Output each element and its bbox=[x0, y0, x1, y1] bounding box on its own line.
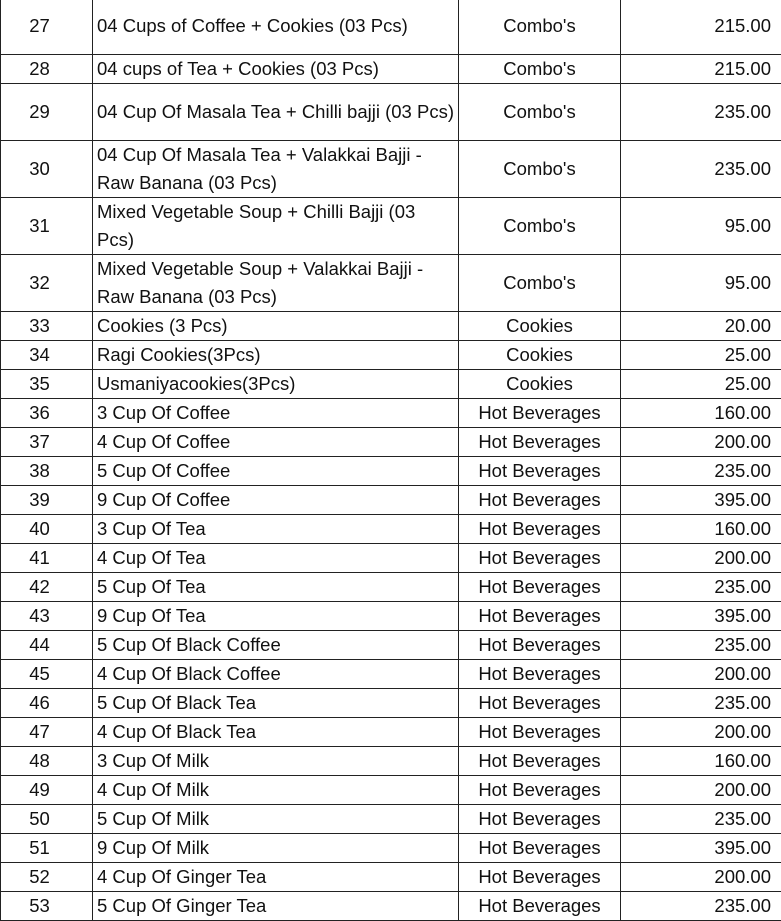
item-category: Combo's bbox=[459, 198, 621, 255]
item-name: 4 Cup Of Black Coffee bbox=[93, 660, 459, 689]
item-price: 235.00 bbox=[621, 141, 781, 198]
row-number: 30 bbox=[1, 141, 93, 198]
item-name: 5 Cup Of Black Coffee bbox=[93, 631, 459, 660]
table-row bbox=[1, 55, 781, 84]
item-price: 200.00 bbox=[621, 863, 781, 892]
table-row bbox=[1, 457, 781, 486]
item-category: Hot Beverages bbox=[459, 428, 621, 457]
item-category: Hot Beverages bbox=[459, 718, 621, 747]
table-row bbox=[1, 84, 781, 141]
item-name: Mixed Vegetable Soup + Chilli Bajji (03 Pcs) bbox=[93, 198, 459, 255]
item-category: Hot Beverages bbox=[459, 776, 621, 805]
table-row bbox=[1, 255, 781, 312]
item-price: 95.00 bbox=[621, 255, 781, 312]
table-row bbox=[1, 141, 781, 198]
item-name: 4 Cup Of Ginger Tea bbox=[93, 863, 459, 892]
item-price: 395.00 bbox=[621, 602, 781, 631]
table-row bbox=[1, 863, 781, 892]
row-number: 45 bbox=[1, 660, 93, 689]
table-row bbox=[1, 399, 781, 428]
row-number: 43 bbox=[1, 602, 93, 631]
row-number: 31 bbox=[1, 198, 93, 255]
table-row bbox=[1, 834, 781, 863]
table-row bbox=[1, 602, 781, 631]
item-category: Hot Beverages bbox=[459, 747, 621, 776]
item-price: 95.00 bbox=[621, 198, 781, 255]
item-name: Usmaniyacookies(3Pcs) bbox=[93, 370, 459, 399]
item-category: Hot Beverages bbox=[459, 515, 621, 544]
item-name: 04 Cups of Coffee + Cookies (03 Pcs) bbox=[93, 0, 459, 55]
item-name: 4 Cup Of Milk bbox=[93, 776, 459, 805]
item-category: Combo's bbox=[459, 0, 621, 55]
item-name: 9 Cup Of Milk bbox=[93, 834, 459, 863]
item-category: Hot Beverages bbox=[459, 544, 621, 573]
item-price: 20.00 bbox=[621, 312, 781, 341]
item-price: 160.00 bbox=[621, 515, 781, 544]
item-name: 5 Cup Of Milk bbox=[93, 805, 459, 834]
item-name: 4 Cup Of Black Tea bbox=[93, 718, 459, 747]
row-number: 32 bbox=[1, 255, 93, 312]
item-name: 5 Cup Of Black Tea bbox=[93, 689, 459, 718]
item-category: Hot Beverages bbox=[459, 863, 621, 892]
item-category: Hot Beverages bbox=[459, 660, 621, 689]
row-number: 39 bbox=[1, 486, 93, 515]
item-category: Hot Beverages bbox=[459, 602, 621, 631]
row-number: 48 bbox=[1, 747, 93, 776]
row-number: 35 bbox=[1, 370, 93, 399]
menu-table-body bbox=[1, 0, 781, 921]
item-name: 4 Cup Of Tea bbox=[93, 544, 459, 573]
item-category: Hot Beverages bbox=[459, 834, 621, 863]
item-category: Hot Beverages bbox=[459, 805, 621, 834]
item-name: 04 Cup Of Masala Tea + Chilli bajji (03 Pcs) bbox=[93, 84, 459, 141]
item-price: 200.00 bbox=[621, 776, 781, 805]
row-number: 53 bbox=[1, 892, 93, 921]
table-row bbox=[1, 660, 781, 689]
item-category: Combo's bbox=[459, 141, 621, 198]
table-row bbox=[1, 805, 781, 834]
item-price: 235.00 bbox=[621, 631, 781, 660]
table-row bbox=[1, 198, 781, 255]
item-category: Hot Beverages bbox=[459, 457, 621, 486]
row-number: 51 bbox=[1, 834, 93, 863]
item-name: 5 Cup Of Tea bbox=[93, 573, 459, 602]
table-row bbox=[1, 718, 781, 747]
row-number: 46 bbox=[1, 689, 93, 718]
item-name: Mixed Vegetable Soup + Valakkai Bajji - Raw Banana (03 Pcs) bbox=[93, 255, 459, 312]
item-name: 3 Cup Of Milk bbox=[93, 747, 459, 776]
row-number: 28 bbox=[1, 55, 93, 84]
table-row bbox=[1, 544, 781, 573]
item-category: Combo's bbox=[459, 55, 621, 84]
item-price: 200.00 bbox=[621, 544, 781, 573]
item-name: 5 Cup Of Ginger Tea bbox=[93, 892, 459, 921]
row-number: 36 bbox=[1, 399, 93, 428]
row-number: 34 bbox=[1, 341, 93, 370]
item-name: 4 Cup Of Coffee bbox=[93, 428, 459, 457]
row-number: 52 bbox=[1, 863, 93, 892]
item-price: 235.00 bbox=[621, 689, 781, 718]
table-row bbox=[1, 312, 781, 341]
item-price: 395.00 bbox=[621, 486, 781, 515]
item-name: Ragi Cookies(3Pcs) bbox=[93, 341, 459, 370]
item-price: 235.00 bbox=[621, 892, 781, 921]
item-category: Hot Beverages bbox=[459, 892, 621, 921]
row-number: 41 bbox=[1, 544, 93, 573]
table-row bbox=[1, 631, 781, 660]
item-category: Hot Beverages bbox=[459, 399, 621, 428]
item-name: 04 Cup Of Masala Tea + Valakkai Bajji - Raw Banana (03 Pcs) bbox=[93, 141, 459, 198]
item-name: 9 Cup Of Coffee bbox=[93, 486, 459, 515]
item-price: 160.00 bbox=[621, 399, 781, 428]
item-category: Cookies bbox=[459, 341, 621, 370]
item-category: Cookies bbox=[459, 370, 621, 399]
item-price: 200.00 bbox=[621, 660, 781, 689]
item-price: 235.00 bbox=[621, 805, 781, 834]
row-number: 49 bbox=[1, 776, 93, 805]
row-number: 38 bbox=[1, 457, 93, 486]
item-price: 200.00 bbox=[621, 718, 781, 747]
row-number: 29 bbox=[1, 84, 93, 141]
item-name: 04 cups of Tea + Cookies (03 Pcs) bbox=[93, 55, 459, 84]
item-category: Hot Beverages bbox=[459, 573, 621, 602]
table-row bbox=[1, 486, 781, 515]
item-price: 395.00 bbox=[621, 834, 781, 863]
item-name: 9 Cup Of Tea bbox=[93, 602, 459, 631]
item-price: 25.00 bbox=[621, 341, 781, 370]
table-row bbox=[1, 515, 781, 544]
row-number: 37 bbox=[1, 428, 93, 457]
table-row bbox=[1, 428, 781, 457]
item-price: 215.00 bbox=[621, 55, 781, 84]
item-category: Hot Beverages bbox=[459, 486, 621, 515]
item-name: 3 Cup Of Coffee bbox=[93, 399, 459, 428]
item-price: 235.00 bbox=[621, 457, 781, 486]
item-category: Combo's bbox=[459, 84, 621, 141]
row-number: 44 bbox=[1, 631, 93, 660]
item-category: Hot Beverages bbox=[459, 631, 621, 660]
item-category: Cookies bbox=[459, 312, 621, 341]
table-row bbox=[1, 0, 781, 55]
item-price: 25.00 bbox=[621, 370, 781, 399]
row-number: 27 bbox=[1, 0, 93, 55]
row-number: 47 bbox=[1, 718, 93, 747]
item-price: 215.00 bbox=[621, 0, 781, 55]
row-number: 40 bbox=[1, 515, 93, 544]
row-number: 42 bbox=[1, 573, 93, 602]
item-name: Cookies (3 Pcs) bbox=[93, 312, 459, 341]
table-row bbox=[1, 573, 781, 602]
row-number: 50 bbox=[1, 805, 93, 834]
table-row bbox=[1, 689, 781, 718]
item-price: 235.00 bbox=[621, 573, 781, 602]
table-row bbox=[1, 747, 781, 776]
item-category: Combo's bbox=[459, 255, 621, 312]
item-price: 200.00 bbox=[621, 428, 781, 457]
item-price: 160.00 bbox=[621, 747, 781, 776]
table-row bbox=[1, 776, 781, 805]
item-price: 235.00 bbox=[621, 84, 781, 141]
item-name: 3 Cup Of Tea bbox=[93, 515, 459, 544]
item-name: 5 Cup Of Coffee bbox=[93, 457, 459, 486]
item-category: Hot Beverages bbox=[459, 689, 621, 718]
table-row bbox=[1, 370, 781, 399]
row-number: 33 bbox=[1, 312, 93, 341]
table-row bbox=[1, 341, 781, 370]
